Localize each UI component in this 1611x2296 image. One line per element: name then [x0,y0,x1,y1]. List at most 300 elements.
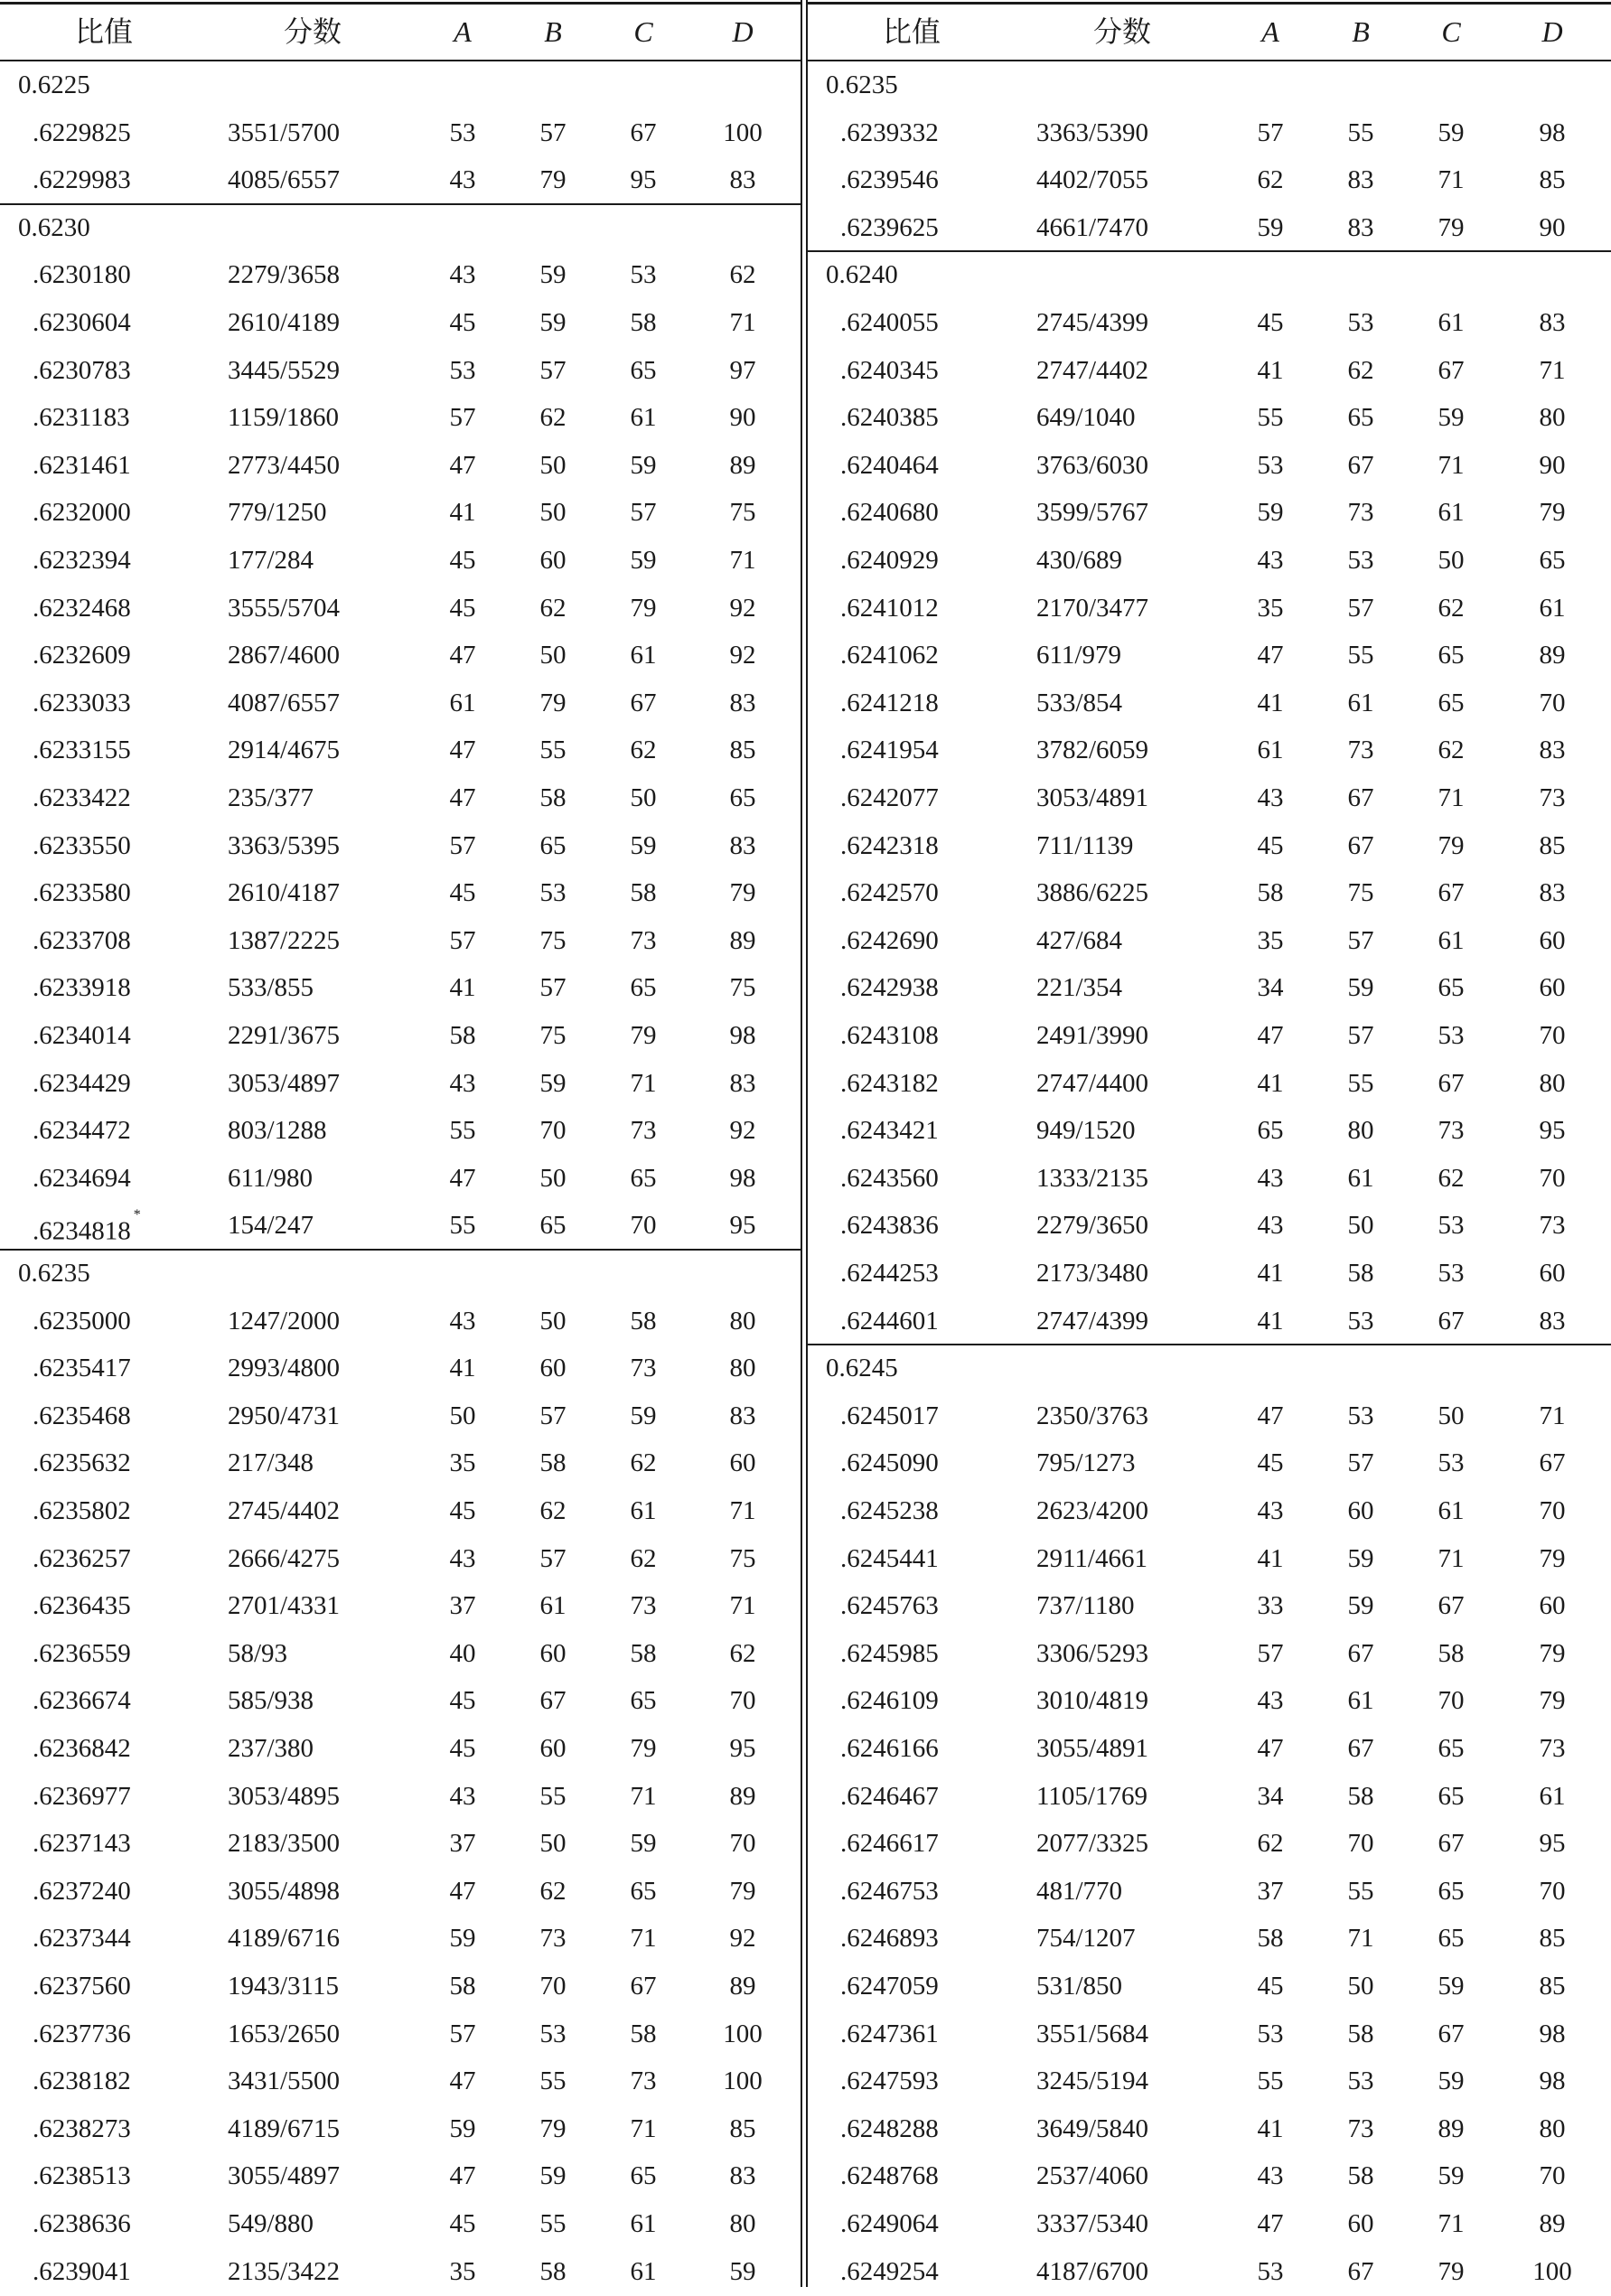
c-cell: 71 [630,2113,657,2143]
header-fraction: 分数 [1092,15,1151,48]
ratio-cell [840,156,939,204]
ratio-cell [840,726,939,774]
d-cell: 83 [729,688,756,717]
a-cell: 41 [449,498,476,528]
d-cell: 90 [1539,212,1566,242]
ratio-value: .6240929 [840,546,939,575]
b-cell: 73 [1347,498,1374,528]
c-cell: 50 [1438,546,1465,575]
b-cell: 79 [539,688,567,717]
a-cell: 53 [1257,450,1284,480]
b-cell: 67 [1347,783,1374,812]
table-row [808,774,1611,822]
a-cell: 57 [449,2019,476,2048]
d-cell: 92 [729,641,756,670]
fraction-cell: 221/354 [1036,973,1123,1003]
b-cell: 50 [539,1829,567,1859]
d-cell: 70 [1539,1021,1566,1050]
a-cell: 55 [1257,403,1284,433]
table-row [808,394,1611,442]
table-row [0,632,801,679]
c-cell: 65 [1438,1876,1465,1906]
ratio-value: .6236842 [33,1734,131,1763]
b-cell: 59 [1347,1543,1374,1573]
b-cell: 58 [1347,2019,1374,2048]
a-cell: 34 [1257,1781,1284,1811]
fraction-cell: 2170/3477 [1036,593,1149,623]
a-cell: 43 [449,260,476,290]
a-cell: 41 [1257,355,1284,385]
b-cell: 53 [1347,2066,1374,2096]
d-cell: 59 [729,2256,756,2286]
ratio-cell [33,2010,131,2058]
fraction-cell: 2867/4600 [228,641,341,670]
b-cell: 58 [1347,1781,1374,1811]
ratio-cell [33,537,131,585]
a-cell: 59 [449,1924,476,1954]
ratio-cell [33,585,131,633]
ratio-cell [33,1820,131,1868]
c-cell: 62 [630,736,657,765]
a-cell: 37 [449,1591,476,1621]
c-cell: 59 [1438,2161,1465,2191]
fraction-cell: 3010/4819 [1036,1686,1149,1716]
c-cell: 79 [1438,212,1465,242]
a-cell: 33 [1257,1591,1284,1621]
b-cell: 57 [1347,1021,1374,1050]
c-cell: 70 [630,1211,657,1241]
ratio-value: .6238636 [33,2209,131,2238]
group-label: 0.6235 [18,1259,90,1288]
table-row [808,2152,1611,2200]
b-cell: 50 [1347,1972,1374,2001]
d-cell: 100 [723,117,763,147]
a-cell: 45 [449,2209,476,2238]
a-cell: 45 [449,878,476,908]
ratio-cell [840,585,939,633]
a-cell: 53 [1257,2019,1284,2048]
header-b: B [1352,15,1370,48]
ratio-cell [840,1060,939,1108]
ratio-cell [33,964,131,1012]
b-cell: 70 [539,1116,567,1146]
b-cell: 79 [539,2113,567,2143]
table-row [808,109,1611,157]
a-cell: 41 [1257,1306,1284,1335]
fraction-cell: 2745/4399 [1036,308,1149,337]
ratio-value: .6239546 [840,165,939,195]
d-cell: 80 [1539,403,1566,433]
b-cell: 67 [1347,830,1374,860]
a-cell: 37 [449,1829,476,1859]
ratio-value: .6238273 [33,2113,131,2143]
c-cell: 71 [1438,165,1465,195]
d-cell: 73 [1539,1734,1566,1763]
b-cell: 67 [539,1686,567,1716]
ratio-cell [840,1535,939,1583]
ratio-value: .6235632 [33,1448,131,1478]
c-cell: 65 [630,2161,657,2191]
b-cell: 53 [1347,1306,1374,1335]
ratio-cell [33,1345,131,1392]
ratio-cell [33,2200,131,2248]
fraction-cell: 154/247 [228,1211,314,1241]
fraction-cell: 3431/5500 [228,2066,341,2096]
d-cell: 89 [1539,2209,1566,2238]
c-cell: 57 [630,498,657,528]
table-row [0,1439,801,1487]
fraction-cell: 779/1250 [228,498,327,528]
a-cell: 55 [449,1116,476,1146]
table-row [808,204,1611,252]
ratio-value: .6233155 [33,736,131,765]
ratio-cell [840,1155,939,1203]
ratio-cell [840,2057,939,2105]
ratio-value: .6245090 [840,1448,939,1478]
d-cell: 79 [1539,1543,1566,1573]
c-cell: 58 [630,1306,657,1335]
ratio-value: .6234472 [33,1116,131,1146]
a-cell: 45 [1257,308,1284,337]
table-row [808,1535,1611,1583]
b-cell: 60 [539,1734,567,1763]
c-cell: 73 [630,2066,657,2096]
ratio-value: .6236977 [33,1781,131,1811]
left-table [0,0,801,2287]
fraction-cell: 58/93 [228,1638,288,1668]
ratio-cell [33,109,131,157]
d-cell: 70 [1539,2161,1566,2191]
ratio-cell [840,204,939,252]
d-cell: 100 [723,2066,763,2096]
b-cell: 62 [539,593,567,623]
ratio-cell [840,632,939,679]
ratio-cell [840,1107,939,1155]
table-row [0,1298,801,1345]
fraction-cell: 2911/4661 [1036,1543,1147,1573]
table-row [0,251,801,299]
b-cell: 62 [1347,355,1374,385]
d-cell: 80 [1539,1068,1566,1098]
d-cell: 98 [729,1163,756,1193]
ratio-cell [840,1202,939,1250]
c-cell: 59 [630,546,657,575]
c-cell: 50 [630,783,657,812]
fraction-cell: 711/1139 [1036,830,1134,860]
a-cell: 47 [449,450,476,480]
header-c: C [633,15,653,48]
b-cell: 50 [539,450,567,480]
group-row [0,61,801,109]
c-cell: 58 [630,308,657,337]
ratio-value: .6244601 [840,1306,939,1335]
header-d: D [1541,15,1563,48]
fraction-cell: 4087/6557 [228,688,341,717]
a-cell: 58 [1257,1924,1284,1954]
d-cell: 60 [1539,1259,1566,1288]
a-cell: 55 [449,1211,476,1241]
table-row [0,1677,801,1725]
c-cell: 67 [1438,1068,1465,1098]
ratio-value: .6241218 [840,688,939,717]
c-cell: 67 [1438,355,1465,385]
header-ratio: 比值 [882,15,941,48]
table-row [808,442,1611,490]
ratio-cell [840,442,939,490]
c-cell: 59 [630,830,657,860]
ratio-value: .6233708 [33,925,131,955]
a-cell: 41 [1257,1259,1284,1288]
table-row [808,964,1611,1012]
ratio-cell [33,1012,131,1060]
c-cell: 71 [630,1068,657,1098]
a-cell: 43 [449,1543,476,1573]
ratio-cell [33,251,131,299]
table-row [0,1202,801,1250]
a-cell: 45 [449,546,476,575]
d-cell: 67 [1539,1448,1566,1478]
d-cell: 89 [729,925,756,955]
ratio-cell [33,1392,131,1440]
ratio-value: .6244253 [840,1259,939,1288]
a-cell: 57 [449,830,476,860]
a-cell: 59 [449,2113,476,2143]
column-divider [801,0,802,2287]
table-row [0,1773,801,1821]
b-cell: 58 [539,2256,567,2286]
b-cell: 80 [1347,1116,1374,1146]
b-cell: 50 [539,1306,567,1335]
ratio-value: .6247593 [840,2066,939,2096]
c-cell: 73 [1438,1116,1465,1146]
table-row [0,964,801,1012]
a-cell: 47 [449,736,476,765]
table-row [0,917,801,965]
table-row [0,1345,801,1392]
c-cell: 79 [630,1021,657,1050]
b-cell: 55 [1347,117,1374,147]
a-cell: 35 [1257,593,1284,623]
c-cell: 53 [1438,1211,1465,1241]
fraction-cell: 1333/2135 [1036,1163,1149,1193]
d-cell: 79 [1539,1686,1566,1716]
c-cell: 59 [1438,117,1465,147]
fraction-cell: 2183/3500 [228,1829,341,1859]
fraction-cell: 3055/4897 [228,2161,341,2191]
a-cell: 35 [449,2256,476,2286]
a-cell: 47 [1257,1401,1284,1430]
a-cell: 57 [1257,1638,1284,1668]
a-cell: 43 [449,1781,476,1811]
ratio-value: .6236257 [33,1543,131,1573]
ratio-value: .6243421 [840,1116,939,1146]
c-cell: 67 [1438,1591,1465,1621]
fraction-cell: 2747/4400 [1036,1068,1149,1098]
a-cell: 45 [449,593,476,623]
b-cell: 55 [1347,1068,1374,1098]
ratio-cell [33,394,130,442]
group-row [0,204,801,252]
table-row [0,2248,801,2296]
c-cell: 73 [630,925,657,955]
a-cell: 58 [449,1972,476,2001]
table-row [0,442,801,490]
ratio-cell [840,1298,939,1345]
fraction-cell: 3053/4895 [228,1781,341,1811]
ratio-value: .6229825 [33,117,131,147]
a-cell: 45 [449,1686,476,1716]
ratio-value: .6247059 [840,1972,939,2001]
ratio-value: .6245017 [840,1401,939,1430]
ratio-cell [33,1487,131,1535]
a-cell: 45 [449,308,476,337]
table-row [0,1060,801,1108]
d-cell: 97 [729,355,756,385]
b-cell: 57 [539,355,567,385]
b-cell: 53 [1347,1401,1374,1430]
b-cell: 60 [539,546,567,575]
ratio-value: .6241062 [840,641,939,670]
b-cell: 62 [539,1876,567,1906]
b-cell: 61 [539,1591,567,1621]
a-cell: 45 [1257,1972,1284,2001]
a-cell: 45 [1257,1448,1284,1478]
table-row [0,1012,801,1060]
ratio-cell [33,1439,131,1487]
d-cell: 89 [729,1781,756,1811]
a-cell: 35 [1257,925,1284,955]
d-cell: 73 [1539,783,1566,812]
fraction-cell: 3363/5395 [228,830,341,860]
ratio-cell [840,299,939,347]
b-cell: 58 [1347,2161,1374,2191]
c-cell: 67 [1438,1306,1465,1335]
a-cell: 43 [449,1068,476,1098]
b-cell: 67 [1347,1734,1374,1763]
c-cell: 53 [1438,1021,1465,1050]
a-cell: 47 [1257,2209,1284,2238]
d-cell: 83 [1539,1306,1566,1335]
right-table [808,0,1611,2287]
ratio-value: .6241954 [840,736,939,765]
table-row [0,869,801,917]
b-cell: 50 [539,498,567,528]
ratio-value: .6230180 [33,260,131,290]
fraction-cell: 3337/5340 [1036,2209,1149,2238]
table-row [808,537,1611,585]
d-cell: 83 [1539,736,1566,765]
d-cell: 70 [729,1686,756,1716]
d-cell: 90 [729,403,756,433]
fraction-cell: 1159/1860 [228,403,339,433]
a-cell: 43 [1257,1686,1284,1716]
a-cell: 41 [1257,688,1284,717]
b-cell: 73 [539,1924,567,1954]
fraction-cell: 3551/5684 [1036,2019,1149,2048]
d-cell: 85 [1539,165,1566,195]
ratio-value: .6242077 [840,783,939,812]
d-cell: 71 [729,308,756,337]
ratio-cell [840,1963,939,2010]
d-cell: 83 [729,2161,756,2191]
table-row [808,1392,1611,1440]
a-cell: 57 [1257,117,1284,147]
d-cell: 70 [1539,1876,1566,1906]
table-row [0,1487,801,1535]
table-row [808,679,1611,727]
table-row [0,2200,801,2248]
table-row [0,1107,801,1155]
fraction-cell: 2491/3990 [1036,1021,1149,1050]
ratio-cell [33,2105,131,2153]
d-cell: 83 [729,830,756,860]
ratio-value: .6246893 [840,1924,939,1954]
d-cell: 90 [1539,450,1566,480]
ratio-value: .6233550 [33,830,131,860]
table-row [808,1582,1611,1630]
a-cell: 47 [449,2066,476,2096]
ratio-cell [840,1915,939,1963]
b-cell: 61 [1347,1163,1374,1193]
group-row [808,61,1611,109]
a-cell: 41 [1257,1543,1284,1573]
ratio-value: .6234694 [33,1163,131,1193]
ratio-cell [33,1773,131,1821]
a-cell: 62 [1257,165,1284,195]
a-cell: 47 [449,641,476,670]
ratio-value: .6242938 [840,973,939,1003]
c-cell: 58 [630,1638,657,1668]
d-cell: 65 [1539,546,1566,575]
a-cell: 34 [1257,973,1284,1003]
table-row [0,1820,801,1868]
b-cell: 55 [539,2209,567,2238]
ratio-value: .6242570 [840,878,939,908]
d-cell: 65 [729,783,756,812]
header-ratio: 比值 [74,15,133,48]
d-cell: 73 [1539,1211,1566,1241]
a-cell: 45 [449,1734,476,1763]
fraction-cell: 1653/2650 [228,2019,341,2048]
c-cell: 62 [1438,1163,1465,1193]
c-cell: 61 [630,2256,657,2286]
ratio-cell [33,1582,131,1630]
table-row [808,869,1611,917]
a-cell: 40 [449,1638,476,1668]
c-cell: 79 [630,593,657,623]
ratio-value: .6235468 [33,1401,131,1430]
table-row [808,2010,1611,2058]
d-cell: 79 [729,1876,756,1906]
ratio-cell [840,1012,939,1060]
fraction-cell: 2610/4187 [228,878,341,908]
d-cell: 98 [1539,2019,1566,2048]
header-b: B [544,15,562,48]
b-cell: 57 [539,117,567,147]
c-cell: 61 [630,2209,657,2238]
ratio-value: .6241012 [840,593,939,623]
table-row [0,347,801,395]
fraction-cell: 3445/5529 [228,355,341,385]
b-cell: 57 [539,1543,567,1573]
b-cell: 62 [539,1496,567,1525]
d-cell: 100 [1532,2256,1572,2286]
ratio-cell [840,869,939,917]
ratio-value: .6237736 [33,2019,131,2048]
ratio-value: .6233918 [33,973,131,1003]
a-cell: 47 [1257,1021,1284,1050]
b-cell: 55 [539,736,567,765]
